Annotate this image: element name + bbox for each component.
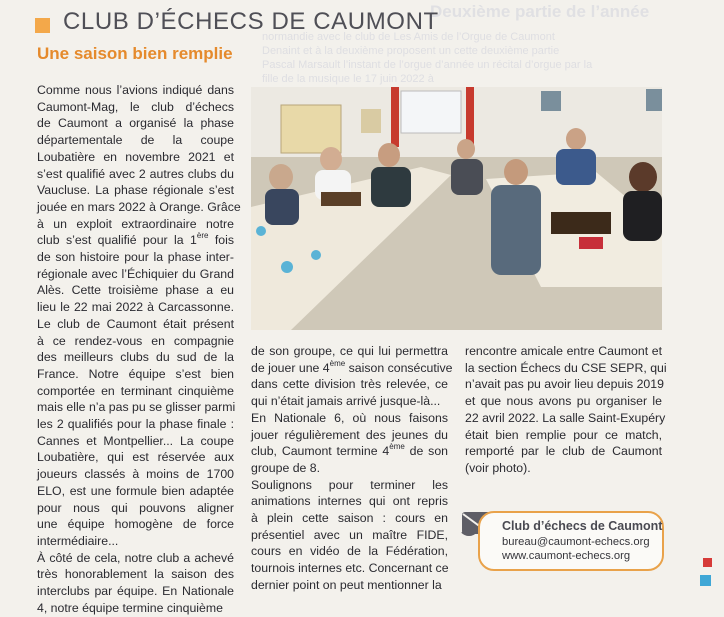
text-line: jouer régulièrement des jeunes du: [251, 427, 448, 442]
article-column-3: [465, 343, 667, 477]
text-line: une équipe homogène de force: [37, 517, 234, 532]
text-line: tournois internes etc. Concernant ce: [251, 561, 449, 576]
text-line: 4, notre équipe termine cinquième: [37, 600, 223, 615]
text-line: Cannes et Montpellier... La coupe: [37, 433, 234, 448]
text-line: les 2 qualifiés pour la phase finale :: [37, 417, 234, 432]
text-line: interclubs par équipe. En Nationale: [37, 584, 234, 599]
text-line: était bien remplie pour ce match,: [465, 427, 662, 442]
article-subtitle: Une saison bien remplie: [37, 44, 233, 63]
text-line: à un exploit extraordinaire notre: [37, 216, 234, 231]
text-line: de son histoire pour la phase inter-: [37, 250, 234, 265]
text-line: Alès. Cette troisième phase a eu: [37, 283, 234, 298]
corner-marker-blue: [700, 575, 711, 586]
text-line: à ce rendez-vous en compagnie: [37, 333, 234, 348]
text-line: remporté par le club de Caumont: [465, 444, 662, 459]
text-line: à plein cette saison : cours en: [251, 511, 448, 526]
text-line: de Caumont a organisé la phase: [37, 116, 234, 131]
text-line: mais elle n’a pas pu se glisser parmi: [37, 400, 236, 415]
text-line: très honorablement la saison des: [37, 567, 234, 582]
text-line: 22 avril 2022. La salle Saint-Exupéry: [465, 410, 666, 425]
text-line: cours en vidéo de la Fédération,: [251, 544, 448, 559]
text-line: club, Caumont termine 4ème de son: [251, 442, 448, 459]
chess-room-illustration: [251, 87, 662, 330]
bleed-line: normandie avec le club de Les Amis de l’Orgue de Caumont: [262, 31, 555, 43]
text-line: Loubatière en novembre 2021 et: [37, 149, 234, 164]
text-line: intermédiaire...: [37, 533, 119, 548]
section-marker-square: [35, 18, 50, 33]
text-line: pour nous qui pouvons aligner: [37, 500, 234, 515]
bleed-line: Pascal Marsault l’instant de l’orgue d’année un récital d’orgue par la: [262, 59, 593, 71]
chess-match-photo: [251, 87, 662, 330]
corner-marker-red: [703, 558, 712, 567]
text-line: (voir photo).: [465, 460, 531, 475]
text-line: régionale avec l’Échiquier du Grand: [37, 266, 234, 281]
text-line: France. Notre équipe s’est bien: [37, 366, 234, 381]
text-line: et que nous avons pu organiser le: [465, 394, 662, 409]
text-line: qui n’était jamais arrivé jusque-là...: [251, 394, 441, 409]
bleed-through-text: [262, 30, 712, 86]
text-line: présentiel avec un maître FIDE,: [251, 527, 448, 542]
text-line: Soulignons pour terminer les: [251, 477, 448, 492]
contact-website[interactable]: www.caumont-echecs.org: [502, 550, 631, 562]
text-line: rencontre amicale entre Caumont et: [465, 344, 662, 358]
text-line: joueurs classés à moins de 1700: [37, 467, 234, 482]
text-line: départementale de la coupe: [37, 133, 234, 148]
text-line: En Nationale 6, où nous faisons: [251, 410, 448, 425]
contact-box: [478, 511, 664, 571]
text-line: Loubatière, qui est réservée aux: [37, 450, 234, 465]
text-line: dernier point on peut mentionner la: [251, 577, 442, 592]
text-line: n’avait pas pu avoir lieu depuis 2019: [465, 377, 664, 392]
text-line: de jouer une 4ème saison consécutive: [251, 358, 453, 375]
article-column-1: [37, 82, 241, 615]
text-line: Vaucluse. La phase régionale s’est: [37, 183, 234, 198]
text-line: s’est qualifié avec 2 autres clubs du: [37, 166, 234, 181]
text-line: Comme nous l’avions indiqué dans: [37, 83, 234, 97]
text-line: groupe de 8.: [251, 460, 321, 475]
text-line: des meilleurs clubs du sud de la: [37, 350, 234, 365]
bleed-through-title: Deuxième partie de l’année: [430, 2, 650, 21]
text-line: de son groupe, ce qui lui permettra: [251, 344, 448, 358]
text-line: Caumont-Mag, le club d’échecs: [37, 99, 234, 114]
article-column-2: [251, 343, 453, 594]
text-line: dans cette division très relevée, ce: [251, 377, 448, 392]
text-line: la section Échecs du CSE SEPR, qui: [465, 360, 667, 375]
contact-email[interactable]: bureau@caumont-echecs.org: [502, 536, 650, 548]
text-line: club s’est qualifié pour la 1ère fois: [37, 231, 234, 248]
text-line: À côté de cela, notre club a achevé: [37, 550, 234, 565]
text-line: ELO, est une formule bien adaptée: [37, 483, 234, 498]
article-title: CLUB D’ÉCHECS DE CAUMONT: [63, 8, 439, 35]
text-line: jouée en mars 2022 à Orange. Grâce: [37, 199, 241, 214]
text-line: Le club de Caumont était présent: [37, 316, 234, 331]
bleed-line: Denaint et à la deuxième proposent un cette deuxième partie: [262, 45, 560, 57]
contact-club-name: Club d’échecs de Caumont: [502, 519, 663, 533]
text-line: comportée en terminant cinquième: [37, 383, 234, 398]
bleed-line: fille de la musique le 17 juin 2022 à: [262, 73, 434, 85]
text-line: animations internes qui ont repris: [251, 494, 448, 509]
text-line: lieu le 22 mai 2022 à Carcassonne.: [37, 300, 234, 315]
